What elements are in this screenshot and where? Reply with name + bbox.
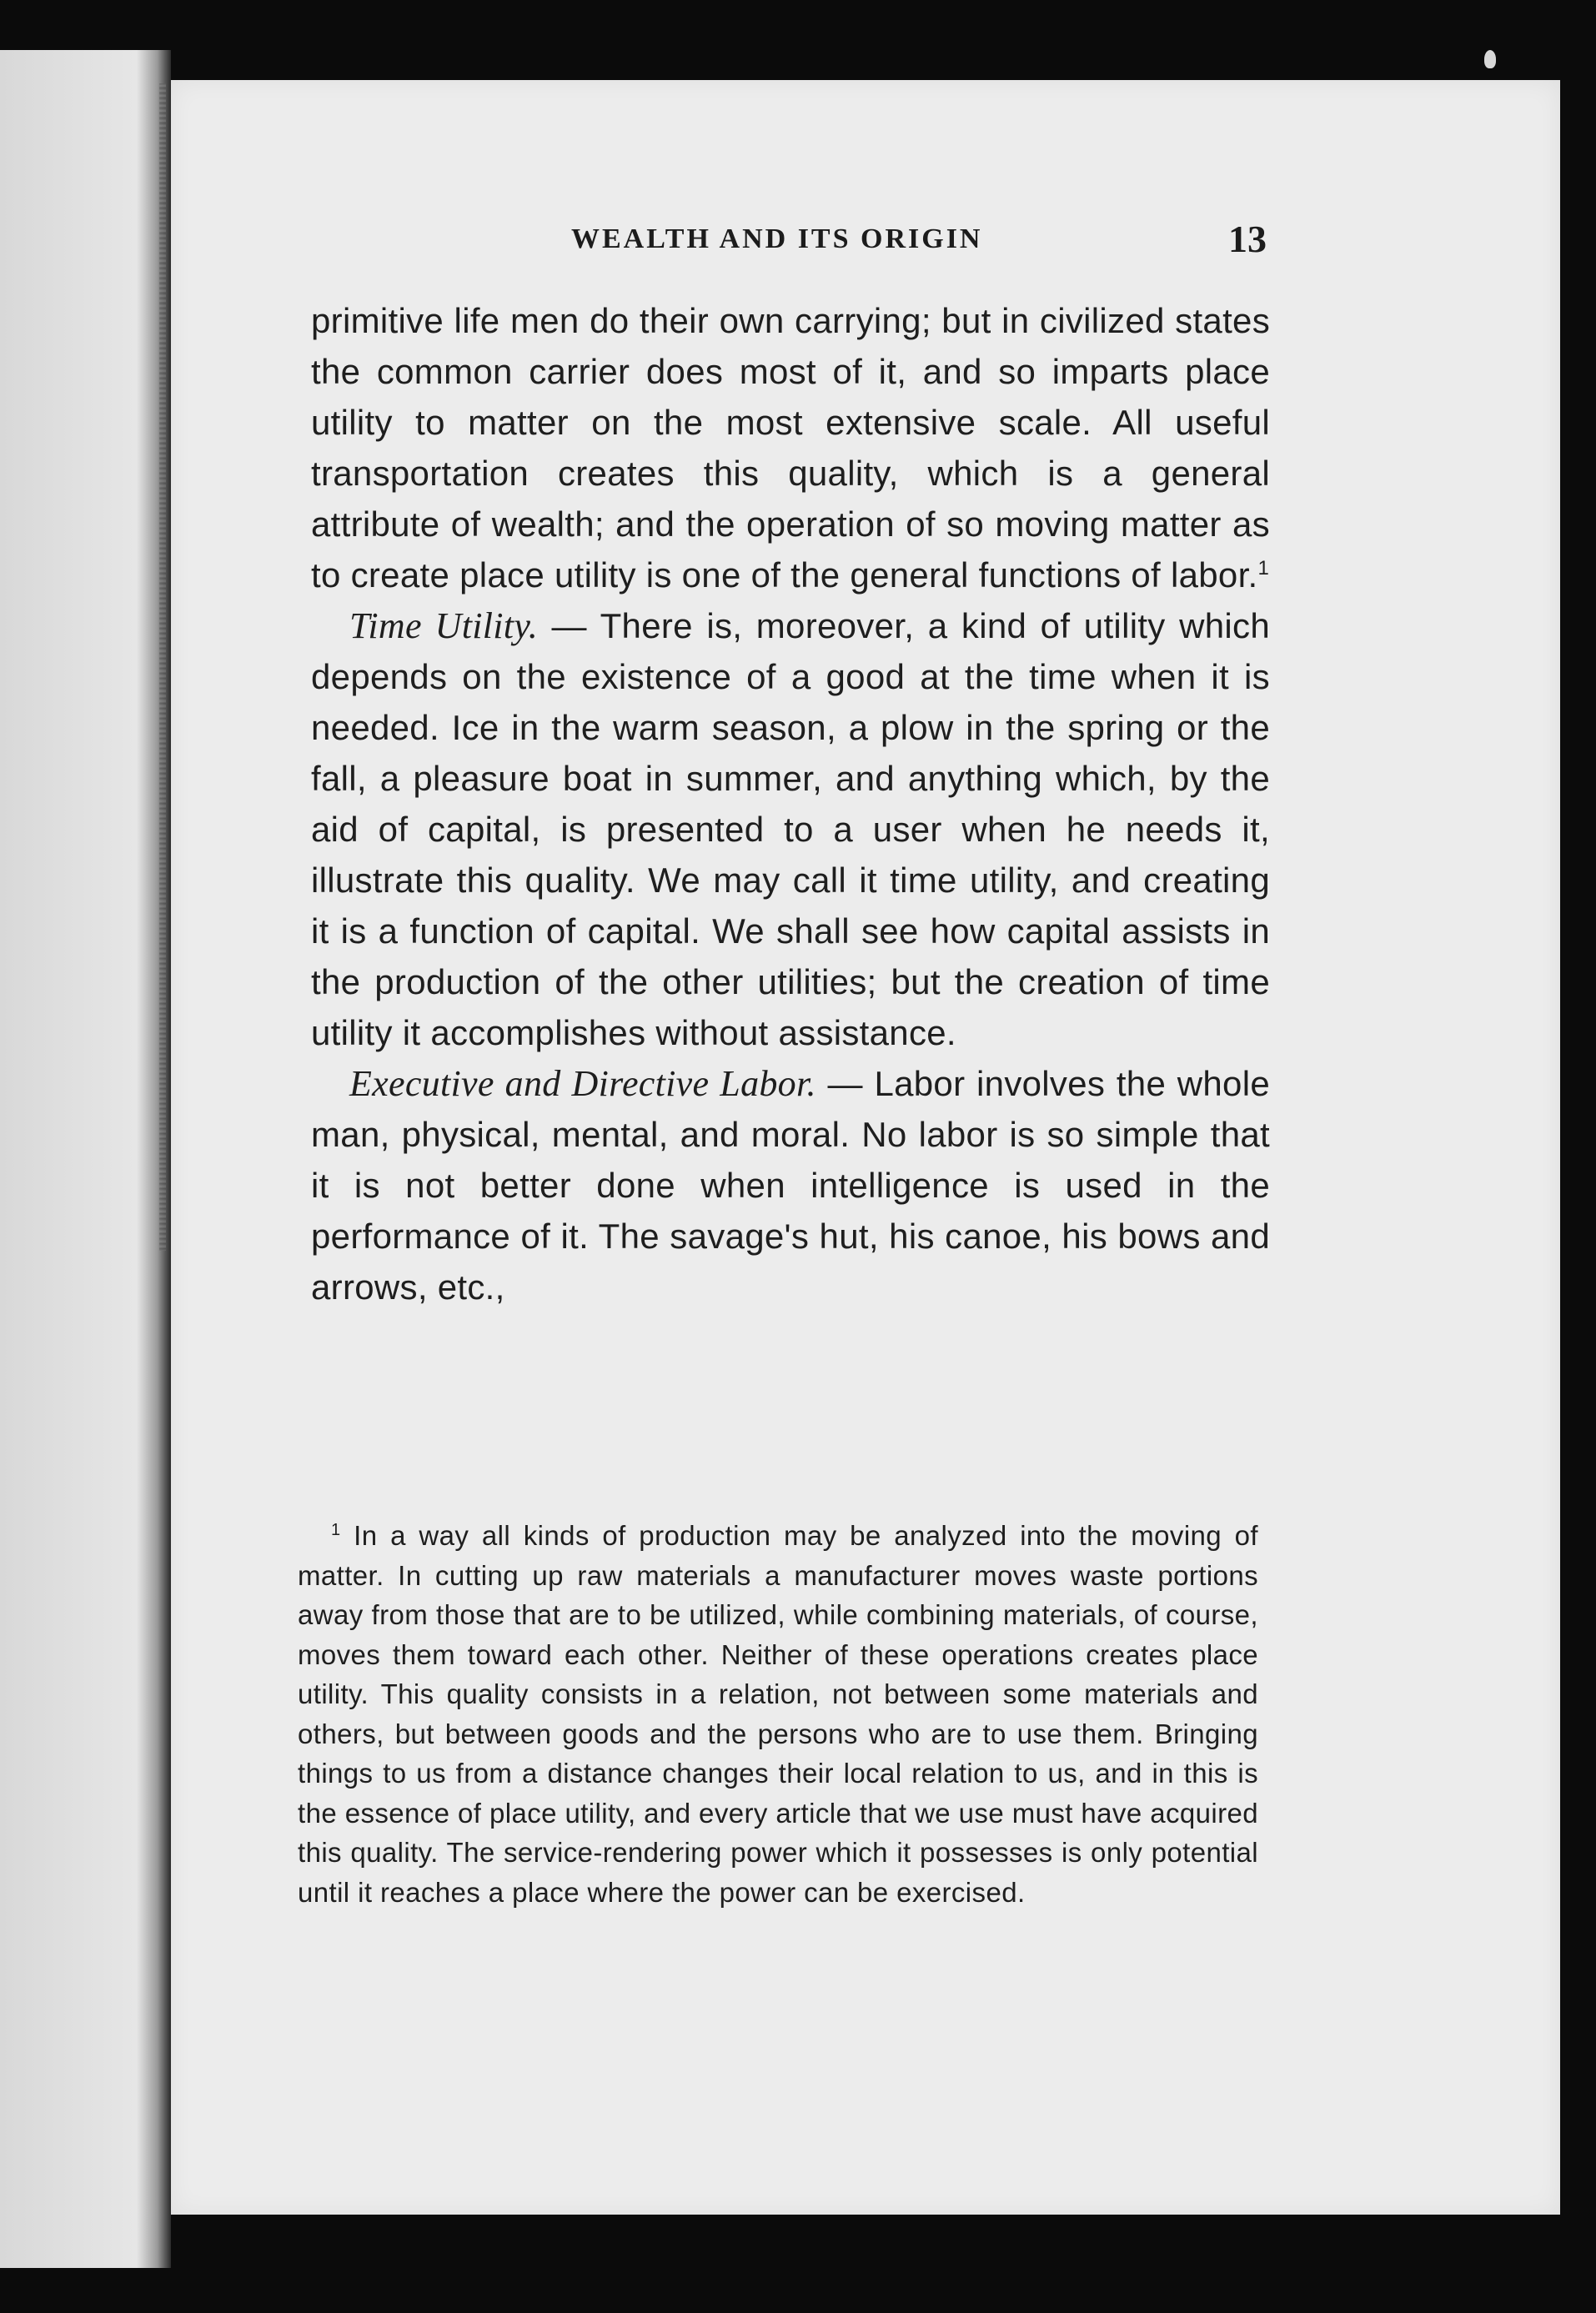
footnote-mark: 1 (331, 1521, 341, 1539)
scan-speck (1484, 50, 1496, 68)
paragraph-text: — Labor involves the whole man, physical, mental, and moral. No labor is so simple that it is not better done when intelligence is used in the performance of it. The savage's hut, his canoe, his bows and arrows, etc., (311, 1064, 1271, 1307)
paragraph-text: primitive life men do their own carrying; but in civilized states the common carrier does most of it, and so imparts place utility to matter on the most extensive scale. All useful transportation creates this quality, which is a general attribute of wealth; and the operation of so moving matter as to create place utility is one of the general functions of labor. (311, 301, 1270, 595)
footnote (298, 1516, 1258, 1912)
paragraph-time-utility (311, 600, 1270, 1058)
page-number: 13 (1228, 218, 1267, 260)
left-page-edge (0, 50, 171, 2268)
body-text (311, 295, 1270, 1312)
paragraph-place-utility (311, 295, 1270, 600)
running-head (171, 218, 1560, 273)
book-page (171, 80, 1560, 2215)
footnote-paragraph (298, 1516, 1258, 1912)
footnote-text: In a way all kinds of production may be analyzed into the moving of matter. In cutting up raw materials a manufacturer moves waste portions away from those that are to be utilized, while combining materials, of course, moves them toward each other. Neither of these operations creates place utility. This quality consists in a relation, not between some materials and others, but between goods and the persons who are to use them. Bringing things to us from a distance changes their local relation to us, and in this is the essence of place utility, and every article that we use must have acquired this quality. The service-rendering power which it possesses is only potential until it reaches a place where the power can be exercised. (298, 1520, 1258, 1908)
side-heading-time-utility: Time Utility. (349, 605, 539, 646)
paragraph-executive-labor (311, 1058, 1270, 1312)
side-heading-executive-labor: Executive and Directive Labor. (349, 1063, 816, 1104)
running-title: WEALTH AND ITS ORIGIN (571, 223, 983, 254)
paragraph-text: — There is, moreover, a kind of utility which depends on the existence of a good at the time when it is needed. Ice in the warm season, a plow in the spring or the fall, a pleasure boat in summer, and anything which, by the aid of capital, is presented to a user when he needs it, illustrate this quality. We may call it time utility, and creating it is a function of capital. We shall see how capital assists in the production of the other utilities; but the creation of time utility it accomplishes without assistance. (311, 606, 1270, 1052)
footnote-reference: 1 (1257, 557, 1270, 580)
